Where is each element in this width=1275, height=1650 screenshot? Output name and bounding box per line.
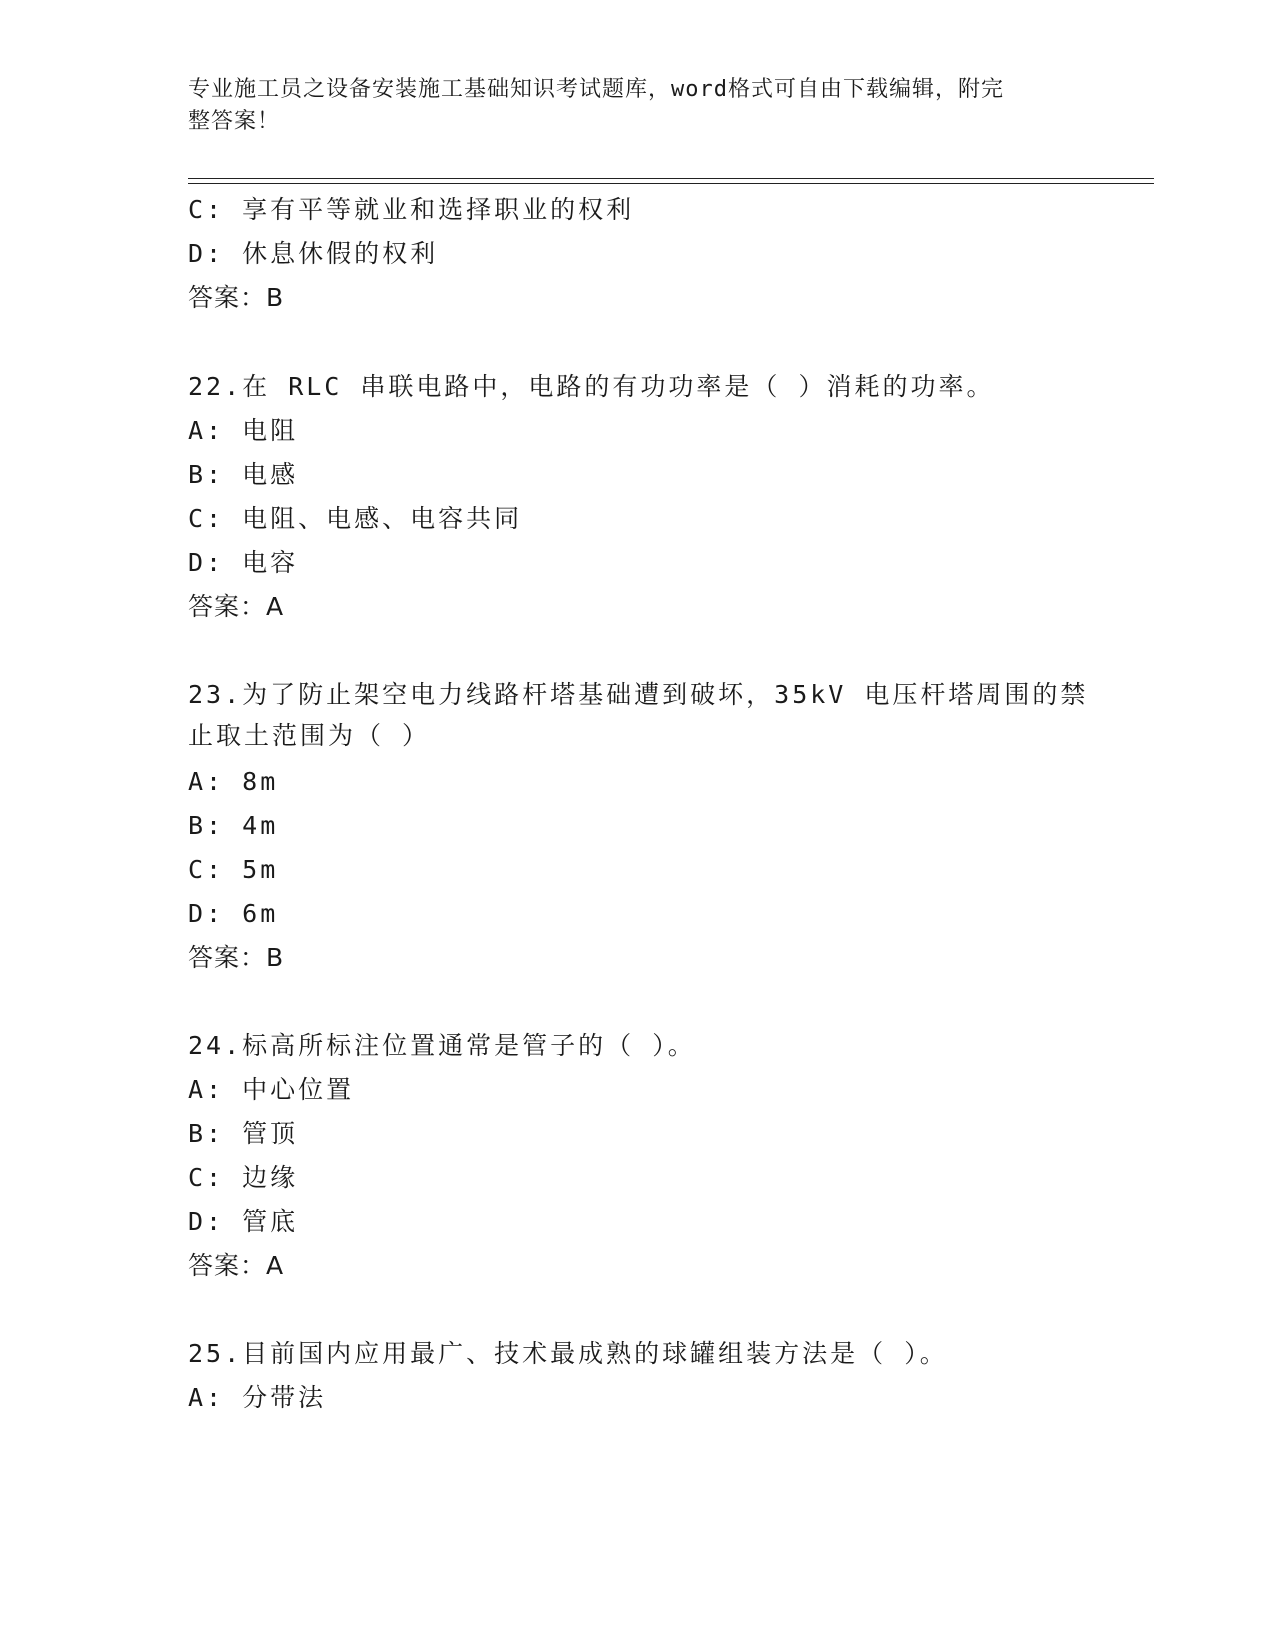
question-stem: 23.为了防止架空电力线路杆塔基础遭到破坏，35kV 电压杆塔周围的禁 bbox=[188, 680, 1089, 709]
option-line: C: 电阻、电感、电容共同 bbox=[188, 504, 523, 533]
option-line: A: 中心位置 bbox=[188, 1075, 355, 1104]
document-header bbox=[188, 74, 1088, 138]
question-stem: 止取土范围为（ ） bbox=[188, 721, 431, 750]
question-stem: 24.标高所标注位置通常是管子的（ ）。 bbox=[188, 1031, 696, 1060]
header-divider-top bbox=[188, 178, 1154, 179]
option-line: D: 休息休假的权利 bbox=[188, 239, 439, 268]
answer-line: 答案：B bbox=[188, 943, 285, 972]
option-line: C: 5m bbox=[188, 855, 279, 884]
option-line: C: 享有平等就业和选择职业的权利 bbox=[188, 195, 635, 224]
option-line: A: 分带法 bbox=[188, 1383, 327, 1412]
option-line: D: 电容 bbox=[188, 548, 299, 577]
option-line: B: 电感 bbox=[188, 460, 299, 489]
option-line: A: 8m bbox=[188, 767, 279, 796]
header-line-1: 专业施工员之设备安装施工基础知识考试题库，word格式可自由下载编辑，附完 bbox=[188, 77, 1004, 102]
answer-line: 答案：A bbox=[188, 1251, 285, 1280]
question-stem: 25.目前国内应用最广、技术最成熟的球罐组装方法是（ ）。 bbox=[188, 1339, 948, 1368]
option-line: D: 管底 bbox=[188, 1207, 299, 1236]
option-line: A: 电阻 bbox=[188, 416, 299, 445]
header-divider-bottom bbox=[188, 183, 1154, 184]
header-line-2: 整答案！ bbox=[188, 109, 281, 134]
option-line: B: 管顶 bbox=[188, 1119, 299, 1148]
question-stem: 22.在 RLC 串联电路中，电路的有功功率是（ ）消耗的功率。 bbox=[188, 372, 995, 401]
option-line: C: 边缘 bbox=[188, 1163, 299, 1192]
option-line: B: 4m bbox=[188, 811, 279, 840]
answer-line: 答案：A bbox=[188, 592, 285, 621]
answer-line: 答案：B bbox=[188, 283, 285, 312]
option-line: D: 6m bbox=[188, 899, 279, 928]
